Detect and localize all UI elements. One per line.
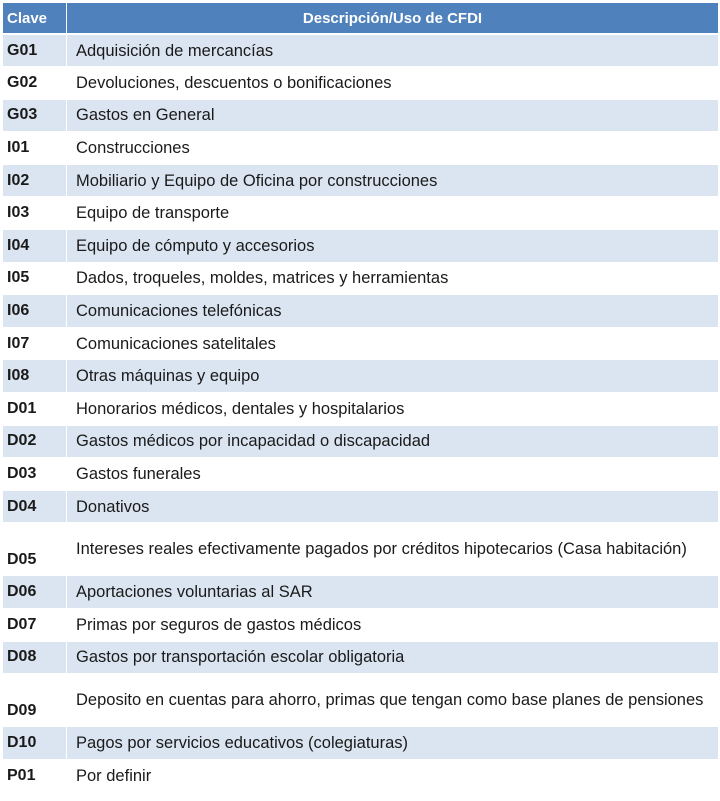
- descripcion-cell: Devoluciones, descuentos o bonificaciones: [67, 67, 719, 100]
- table-row: [3, 576, 719, 609]
- descripcion-cell: Deposito en cuentas para ahorro, primas que tengan como base planes de pensiones: [67, 674, 719, 727]
- descripcion-cell: Gastos en General: [67, 99, 719, 132]
- table-row: [3, 360, 719, 393]
- table-row: [3, 197, 719, 230]
- descripcion-cell: Pagos por servicios educativos (colegiaturas): [67, 727, 719, 760]
- table-row: [3, 164, 719, 197]
- descripcion-cell: Dados, troqueles, moldes, matrices y herramientas: [67, 262, 719, 295]
- descripcion-cell: Comunicaciones telefónicas: [67, 295, 719, 328]
- clave-cell: I06: [3, 295, 67, 328]
- descripcion-cell: Construcciones: [67, 132, 719, 165]
- descripcion-cell: Aportaciones voluntarias al SAR: [67, 576, 719, 609]
- cfdi-table-container: [2, 2, 718, 792]
- clave-cell: D03: [3, 458, 67, 491]
- table-body: [3, 34, 719, 792]
- descripcion-cell: Gastos por transportación escolar obligatoria: [67, 641, 719, 674]
- table-row: [3, 727, 719, 760]
- clave-cell: D07: [3, 609, 67, 642]
- table-row: [3, 327, 719, 360]
- descripcion-cell: Gastos funerales: [67, 458, 719, 491]
- descripcion-cell: Intereses reales efectivamente pagados por créditos hipotecarios (Casa habitación): [67, 523, 719, 576]
- clave-cell: I02: [3, 164, 67, 197]
- table-row: [3, 641, 719, 674]
- column-header-descripcion: Descripción/Uso de CFDI: [67, 3, 719, 35]
- table-row: [3, 34, 719, 67]
- descripcion-cell: Equipo de cómputo y accesorios: [67, 230, 719, 263]
- clave-cell: D05: [3, 523, 67, 576]
- table-row: [3, 67, 719, 100]
- table-row: [3, 425, 719, 458]
- descripcion-cell: Gastos médicos por incapacidad o discapacidad: [67, 425, 719, 458]
- table-header: [3, 3, 719, 35]
- descripcion-cell: Por definir: [67, 759, 719, 792]
- descripcion-cell: Equipo de transporte: [67, 197, 719, 230]
- table-row: [3, 759, 719, 792]
- clave-cell: G01: [3, 34, 67, 67]
- descripcion-cell: Adquisición de mercancías: [67, 34, 719, 67]
- clave-cell: D02: [3, 425, 67, 458]
- clave-cell: D08: [3, 641, 67, 674]
- table-row: [3, 99, 719, 132]
- descripcion-cell: Otras máquinas y equipo: [67, 360, 719, 393]
- clave-cell: G02: [3, 67, 67, 100]
- descripcion-cell: Donativos: [67, 490, 719, 523]
- table-row: [3, 490, 719, 523]
- descripcion-cell: Comunicaciones satelitales: [67, 327, 719, 360]
- clave-cell: I01: [3, 132, 67, 165]
- table-row: [3, 230, 719, 263]
- clave-cell: G03: [3, 99, 67, 132]
- clave-cell: I03: [3, 197, 67, 230]
- clave-cell: I07: [3, 327, 67, 360]
- clave-cell: I05: [3, 262, 67, 295]
- cfdi-usage-table: [2, 2, 719, 792]
- table-row: [3, 393, 719, 426]
- table-row: [3, 295, 719, 328]
- table-row: [3, 674, 719, 727]
- clave-cell: D10: [3, 727, 67, 760]
- descripcion-cell: Mobiliario y Equipo de Oficina por construcciones: [67, 164, 719, 197]
- clave-cell: I04: [3, 230, 67, 263]
- table-row: [3, 523, 719, 576]
- table-row: [3, 609, 719, 642]
- clave-cell: D09: [3, 674, 67, 727]
- clave-cell: P01: [3, 759, 67, 792]
- clave-cell: D01: [3, 393, 67, 426]
- clave-cell: D04: [3, 490, 67, 523]
- descripcion-cell: Honorarios médicos, dentales y hospitalarios: [67, 393, 719, 426]
- clave-cell: D06: [3, 576, 67, 609]
- clave-cell: I08: [3, 360, 67, 393]
- table-row: [3, 458, 719, 491]
- table-row: [3, 262, 719, 295]
- header-row: [3, 3, 719, 35]
- descripcion-cell: Primas por seguros de gastos médicos: [67, 609, 719, 642]
- column-header-clave: Clave: [3, 3, 67, 35]
- table-row: [3, 132, 719, 165]
